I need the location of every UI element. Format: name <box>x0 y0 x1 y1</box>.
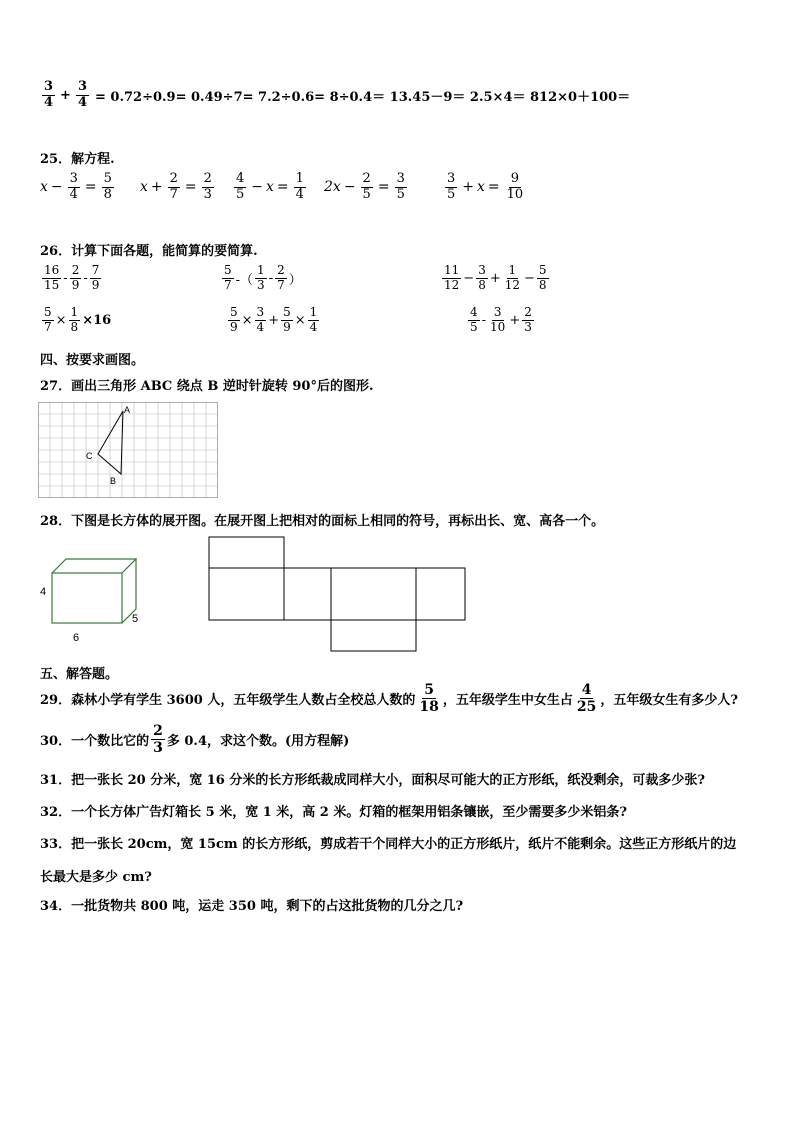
calc-f: $\frac{4}{5}$ - $\frac{3}{10}$ + $\frac{2}{3}$ <box>470 305 532 334</box>
rotation-grid-diagram <box>38 402 218 498</box>
length-label: 6 <box>73 632 80 644</box>
vertex-label-b: B <box>110 476 117 486</box>
q33-line-2: 长最大是多少 cm? <box>40 870 152 885</box>
equation-2: x + $\frac{2}{7}$ = $\frac{2}{3}$ <box>140 171 212 202</box>
equation-1: x − $\frac{3}{4}$ = $\frac{5}{8}$ <box>40 171 112 202</box>
cuboid-net-diagram <box>206 534 470 656</box>
q29: 29．森林小学有学生 3600 人，五年级学生人数占全校总人数的 $\frac{5}{18}$ ，五年级学生中女生占 $\frac{4}{25}$ ，五年级女生有多少人? <box>40 682 738 716</box>
q31: 31．把一张长 20 分米，宽 16 分米的长方形纸裁成同样大小，面积尽可能大的正方形纸，纸没剩余，可裁多少张? <box>40 773 705 788</box>
q32: 32．一个长方体广告灯箱长 5 米，宽 1 米，高 2 米。灯箱的框架用铝条镶嵌，至少需要多少米铝条? <box>40 805 628 820</box>
height-label: 4 <box>40 586 47 598</box>
vertex-label-a: A <box>124 405 131 415</box>
q33-line-1: 33．把一张长 20cm，宽 15cm 的长方形纸，剪成若干个同样大小的正方形纸片，纸片不能剩余。这些正方形纸片的边 <box>40 837 737 852</box>
calc-c: $\frac{11}{12}$ − $\frac{3}{8}$ + $\frac{1}{12}$ − $\frac{5}{8}$ <box>444 263 547 292</box>
net-face-front <box>209 568 284 620</box>
section-4-heading: 四、按要求画图。 <box>40 353 145 368</box>
vertex-label-c: C <box>86 451 93 461</box>
net-face-top <box>209 537 284 568</box>
arithmetic-items: = 0.72÷0.9= 0.49÷7= 7.2÷0.6= 8÷0.4＝ 13.45－9＝ 2.5×4＝ 812×0＋100＝ <box>95 89 631 105</box>
q26-title: 26．计算下面各题，能简算的要简算. <box>40 244 258 259</box>
fraction: $\frac{3}{4}$ <box>44 79 54 110</box>
net-face-back <box>331 568 416 620</box>
calc-b: $\frac{5}{7}$ -（ $\frac{1}{3}$ - $\frac{2}{7}$ ） <box>224 263 302 292</box>
equation-5: $\frac{3}{5}$ + x = $\frac{9}{10}$ <box>447 171 524 202</box>
cuboid-diagram <box>36 555 156 647</box>
calc-a: $\frac{16}{15}$ - $\frac{2}{9}$ - $\frac{7}{9}$ <box>44 263 100 292</box>
q25-title: 25．解方程. <box>40 152 115 167</box>
q34: 34．一批货物共 800 吨，运走 350 吨，剩下的占这批货物的几分之几? <box>40 899 464 914</box>
equation-3: $\frac{4}{5}$ − x = $\frac{1}{4}$ <box>236 171 304 202</box>
q27-title: 27．画出三角形 ABC 绕点 B 逆时针旋转 90°后的图形. <box>40 379 374 394</box>
q30: 30．一个数比它的 $\frac{2}{3}$ 多 0.4，求这个数。(用方程解) <box>40 723 350 757</box>
triangle-abc <box>98 411 123 474</box>
net-face-bottom <box>331 620 416 651</box>
calc-d: $\frac{5}{7}$ × $\frac{1}{8}$ ×16 <box>44 305 112 334</box>
equation-4: 2x − $\frac{2}{5}$ = $\frac{3}{5}$ <box>324 171 405 202</box>
net-face-side-left <box>284 568 331 620</box>
section-5-heading: 五、解答题。 <box>40 667 119 682</box>
arithmetic-row: $\frac{3}{4}$ + $\frac{3}{4}$ = 0.72÷0.9= 0.49÷7= 7.2÷0.6= 8÷0.4＝ 13.45－9＝ 2.5×4＝ 812×0＋100＝ <box>44 79 631 110</box>
width-label: 5 <box>132 613 139 625</box>
fraction: $\frac{3}{4}$ <box>77 79 87 110</box>
calc-e: $\frac{5}{9}$ × $\frac{3}{4}$ + $\frac{5}{9}$ × $\frac{1}{4}$ <box>230 305 318 334</box>
q28-title: 28．下图是长方体的展开图。在展开图上把相对的面标上相同的符号，再标出长、宽、高各一个。 <box>40 514 605 529</box>
net-face-side-right <box>416 568 465 620</box>
